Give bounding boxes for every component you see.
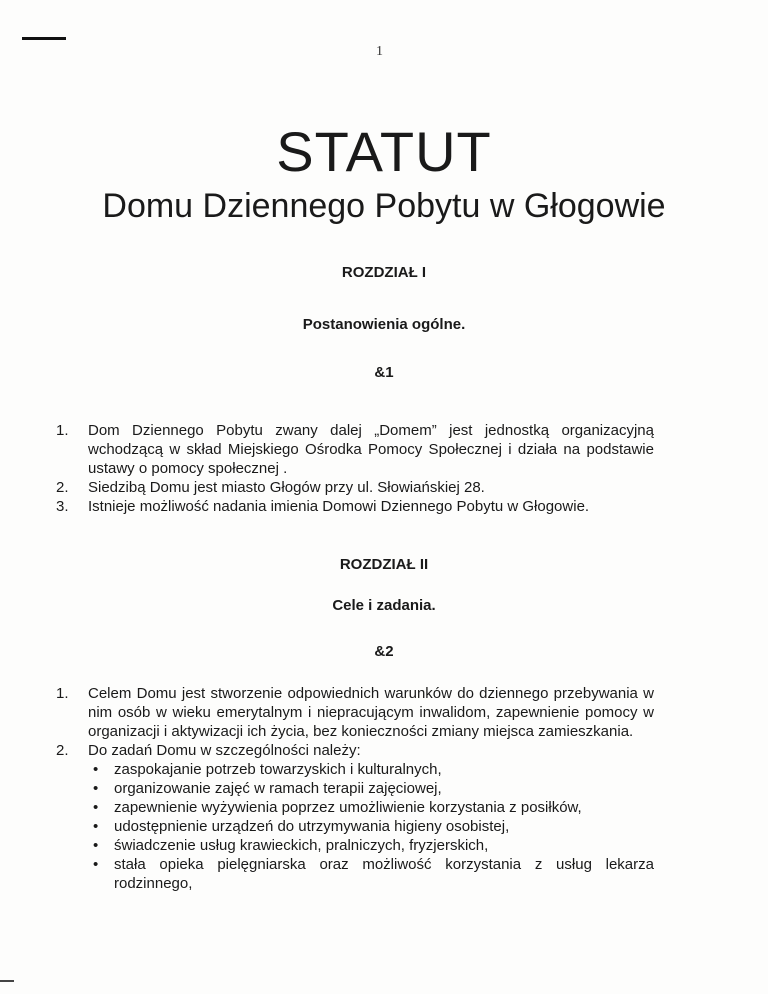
item-number: 2. [56,479,69,496]
task-bullet-list [88,760,654,893]
item-number: 2. [56,742,69,759]
item-text: Istnieje możliwość nadania imienia Domowi Dziennego Pobytu w Głogowie. [88,498,590,515]
chapter-heading: Postanowienia ogólne. [302,316,466,333]
bullet-text: organizowanie zajęć w ramach terapii zajęciowej, [114,780,442,797]
goals-list [56,684,654,893]
page-number: 1 [376,44,383,59]
bullet-icon: • [93,856,99,873]
item-text: Siedzibą Domu jest miasto Głogów przy ul. Słowiańskiej 28. [88,479,485,496]
chapter-label: ROZDZIAŁ II [339,556,429,573]
list-item [56,421,654,478]
bullet-text: świadczenie usług krawieckich, pralniczych, fryzjerskich, [114,837,489,854]
bullet-item [88,760,654,779]
chapter-heading: Cele i zadania. [332,597,436,614]
scan-edge-mark [22,37,66,40]
bullet-text: zapewnienie wyżywienia poprzez umożliwienie korzystania z posiłków, [114,799,582,816]
scan-edge-mark [0,980,14,982]
item-text: Do zadań Domu w szczególności należy: [88,742,361,759]
item-text: Dom Dziennego Pobytu zwany dalej „Domem” jest jednostką organizacyjną wchodzącą w skład Miejskiego Ośrodka Pomocy Społecznej i działa na podstawie ustawy o pomocy społecznej . [88,422,654,477]
bullet-icon: • [93,799,99,816]
bullet-item [88,855,654,893]
item-number: 1. [56,685,69,702]
bullet-text: zaspokajanie potrzeb towarzyskich i kulturalnych, [114,761,442,778]
bullet-icon: • [93,837,99,854]
bullet-text: stała opieka pielęgniarska oraz możliwość korzystania z usług lekarza rodzinnego, [114,856,654,892]
list-item [56,684,654,741]
paragraph-marker: &1 [374,364,394,381]
document-subtitle: Domu Dziennego Pobytu w Głogowie [102,187,666,225]
bullet-item [88,836,654,855]
bullet-item [88,779,654,798]
list-item [56,478,654,497]
bullet-item [88,817,654,836]
bullet-icon: • [93,780,99,797]
bullet-icon: • [93,761,99,778]
chapter-label: ROZDZIAŁ I [341,264,427,281]
document-title: STATUT [276,120,492,183]
bullet-item [88,798,654,817]
provision-list [56,421,654,516]
item-text: Celem Domu jest stworzenie odpowiednich warunków do dziennego przebywania w nim osób w wieku emerytalnym i niepracującym inwalidom, zapewnienie pomocy w organizacji i aktywizacji ich życia, bez konieczności zmiany miejsca zamieszkania. [88,685,654,740]
bullet-text: udostępnienie urządzeń do utrzymywania higieny osobistej, [114,818,510,835]
item-number: 1. [56,422,69,439]
list-item [56,497,654,516]
list-item [56,741,654,893]
item-number: 3. [56,498,69,515]
bullet-icon: • [93,818,99,835]
paragraph-marker: &2 [374,643,394,660]
